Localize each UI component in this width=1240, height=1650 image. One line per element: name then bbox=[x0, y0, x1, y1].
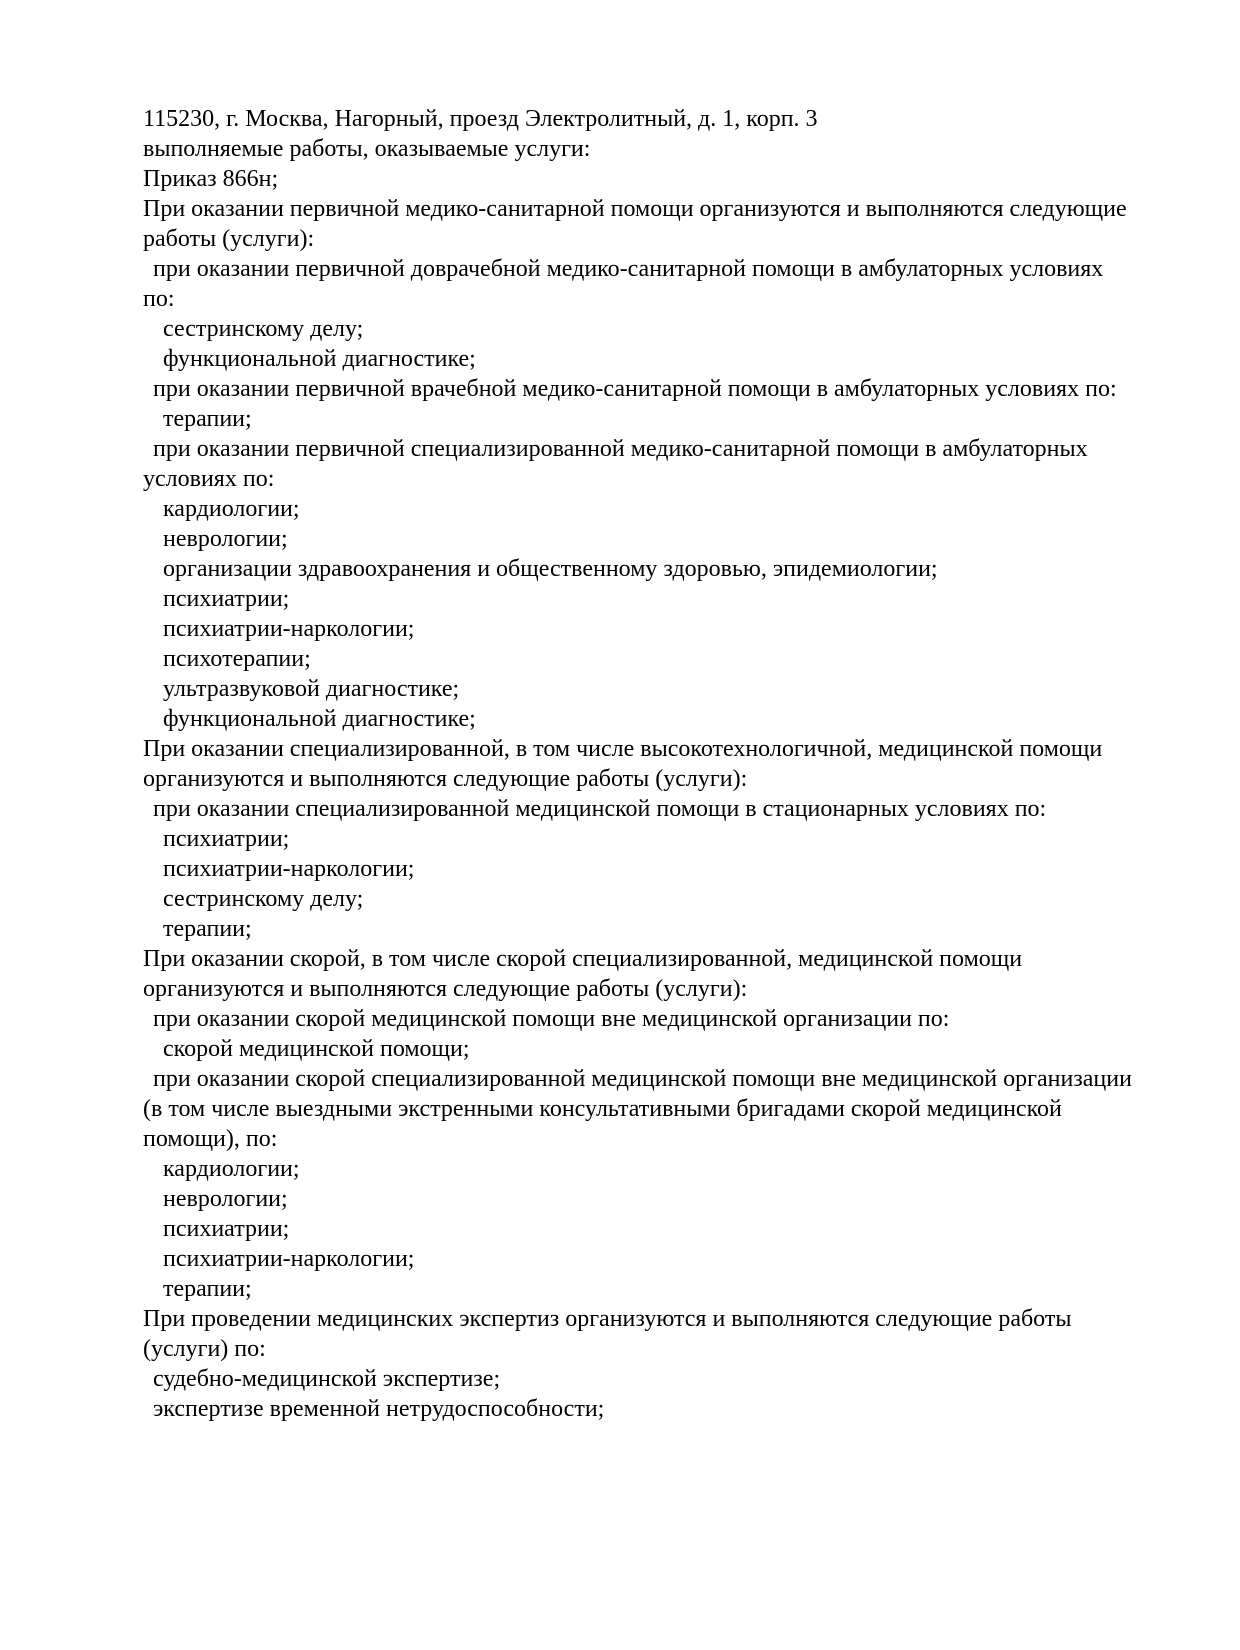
text-line: психиатрии; bbox=[163, 1216, 290, 1242]
text-line: при оказании скорой специализированной медицинской помощи вне медицинской организации bbox=[153, 1066, 1132, 1092]
text-line: при оказании первичной врачебной медико-санитарной помощи в амбулаторных условиях по: bbox=[153, 376, 1117, 402]
text-line: 115230, г. Москва, Нагорный, проезд Электролитный, д. 1, корп. 3 bbox=[143, 106, 818, 132]
text-line: терапии; bbox=[163, 406, 252, 432]
text-line: Приказ 866н; bbox=[143, 166, 279, 192]
text-line: организации здравоохранения и общественному здоровью, эпидемиологии; bbox=[163, 556, 938, 582]
text-line: при оказании специализированной медицинской помощи в стационарных условиях по: bbox=[153, 796, 1047, 822]
text-line: работы (услуги): bbox=[143, 226, 315, 252]
text-line: неврологии; bbox=[163, 1186, 288, 1212]
text-line: при оказании первичной специализированной медико-санитарной помощи в амбулаторных bbox=[153, 436, 1088, 462]
text-line: психотерапии; bbox=[163, 646, 311, 672]
text-line: функциональной диагностике; bbox=[163, 706, 476, 732]
text-line: психиатрии-наркологии; bbox=[163, 616, 415, 642]
text-line: организуются и выполняются следующие работы (услуги): bbox=[143, 766, 748, 792]
text-line: При оказании специализированной, в том числе высокотехнологичной, медицинской помощи bbox=[143, 736, 1103, 762]
text-line: ультразвуковой диагностике; bbox=[163, 676, 460, 702]
text-line: судебно-медицинской экспертизе; bbox=[153, 1366, 501, 1392]
text-line: При оказании скорой, в том числе скорой специализированной, медицинской помощи bbox=[143, 946, 1023, 972]
text-line: терапии; bbox=[163, 916, 252, 942]
text-line: При проведении медицинских экспертиз организуются и выполняются следующие работы bbox=[143, 1306, 1072, 1332]
text-line: по: bbox=[143, 286, 175, 312]
text-line: (в том числе выездными экстренными консультативными бригадами скорой медицинской bbox=[143, 1096, 1062, 1122]
text-line: психиатрии; bbox=[163, 586, 290, 612]
text-line: экспертизе временной нетрудоспособности; bbox=[153, 1396, 605, 1422]
text-line: выполняемые работы, оказываемые услуги: bbox=[143, 136, 591, 162]
text-line: кардиологии; bbox=[163, 1156, 300, 1182]
text-line: функциональной диагностике; bbox=[163, 346, 476, 372]
text-line: неврологии; bbox=[163, 526, 288, 552]
text-line: психиатрии-наркологии; bbox=[163, 856, 415, 882]
text-line: организуются и выполняются следующие работы (услуги): bbox=[143, 976, 748, 1002]
text-line: кардиологии; bbox=[163, 496, 300, 522]
text-line: помощи), по: bbox=[143, 1126, 278, 1152]
text-line: психиатрии-наркологии; bbox=[163, 1246, 415, 1272]
text-line: психиатрии; bbox=[163, 826, 290, 852]
text-line: терапии; bbox=[163, 1276, 252, 1302]
text-line: при оказании первичной доврачебной медико-санитарной помощи в амбулаторных условиях bbox=[153, 256, 1104, 282]
text-line: При оказании первичной медико-санитарной помощи организуются и выполняются следующие bbox=[143, 196, 1127, 222]
text-line: сестринскому делу; bbox=[163, 316, 364, 342]
license-works-services-text bbox=[143, 104, 1153, 1424]
text-line: сестринскому делу; bbox=[163, 886, 364, 912]
text-line: при оказании скорой медицинской помощи вне медицинской организации по: bbox=[153, 1006, 950, 1032]
text-line: условиях по: bbox=[143, 466, 275, 492]
text-line: (услуги) по: bbox=[143, 1336, 266, 1362]
text-line: скорой медицинской помощи; bbox=[163, 1036, 470, 1062]
